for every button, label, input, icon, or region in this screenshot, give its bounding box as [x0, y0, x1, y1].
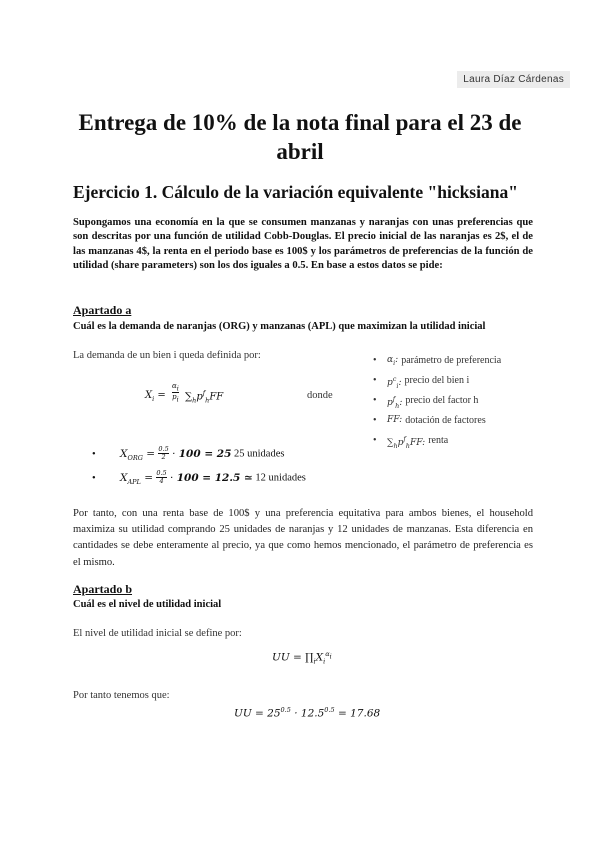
- legend-item-ff: • FF: dotación de factores: [373, 415, 486, 426]
- result-apl: • $X_{APL}$ = $\frac{0.5}{4}$ · 100 = 12.5 ≃ 12 unidades: [92, 469, 306, 486]
- section-a-paragraph: Por tanto, con una renta base de 100$ y una preferencia equitativa para ambos bienes, el household maximiza su utilidad comprando 25 unidades de naranjas y 12 unidades de manzanas. Esta diferencia en cantidades se debe enteramente al precio, ya que como hemos mencionado, el parámetro de preferencia es el mismo.: [73, 508, 533, 568]
- donde-label: donde: [307, 390, 333, 401]
- legend-item-price-factor: • $p^f_h$: precio del factor h: [373, 395, 479, 410]
- section-a-subtitle: Cuál es la demanda de naranjas (ORG) y manzanas (APL) que maximizan la utilidad inicial: [73, 321, 486, 332]
- utility-definition-text: El nivel de utilidad inicial se define por:: [73, 628, 242, 639]
- demand-formula: $X_i$ = $\alpha_i$ $p_i$ $\sum_hp^f_hFF$: [145, 382, 224, 405]
- demand-definition-text: La demanda de un bien i queda definida por:: [73, 350, 261, 361]
- utility-result: UU = $25^{0.5} \cdot 12.5^{0.5} = 17.68$: [234, 706, 381, 720]
- formula-legend: [373, 355, 563, 455]
- legend-item-income: • $\sum_hp^f_hFF$: renta: [373, 435, 449, 450]
- result-org: • $X_{ORG}$ = $\frac{0.5}{2}$ · 100 = 25 25 unidades: [92, 445, 285, 462]
- section-a-title: Apartado a: [73, 303, 132, 317]
- intro-paragraph: Supongamos una economía en la que se consumen manzanas y naranjas con unas preferencias que son descritas por una función de utilidad Cobb-Douglas. El precio inicial de las naranjas es 2$, el de las manzanas 4$, la renta en el periodo base es 100$ y los parámetros de preferencias de la función de utilidad (share parameters) son los dos iguales a 0.5. En base a estos datos se pide:: [73, 217, 533, 272]
- utility-formula: UU = $\prod_iX_i^{\alpha_i}$: [272, 650, 332, 666]
- author-badge: Laura Díaz Cárdenas: [457, 71, 570, 88]
- exercise-title: Ejercicio 1. Cálculo de la variación equivalente "hicksiana": [73, 182, 518, 202]
- section-b-title: Apartado b: [73, 582, 133, 596]
- page-title: Entrega de 10% de la nota final para el 23 de abril: [78, 110, 522, 164]
- legend-item-price-good: • $p^c_i$: precio del bien i: [373, 375, 470, 390]
- section-b-subtitle: Cuál es el nivel de utilidad inicial: [73, 599, 222, 610]
- therefore-text: Por tanto tenemos que:: [73, 690, 170, 701]
- legend-item-alpha: • $\alpha_i$: parámetro de preferencia: [373, 355, 502, 367]
